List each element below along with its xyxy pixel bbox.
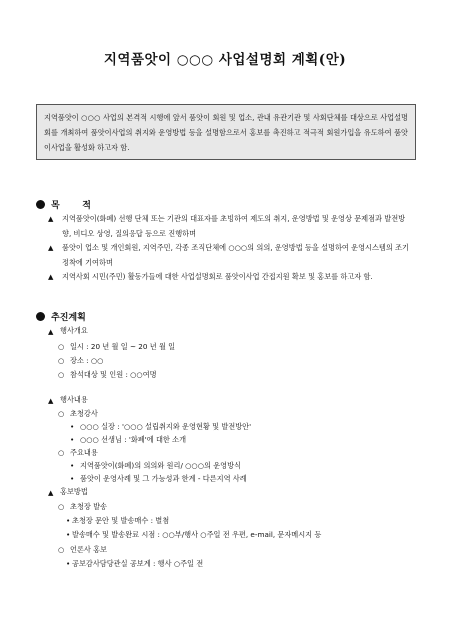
invitation-heading: 초청장 발송 [70,502,108,511]
content-item-1: 지역품앗이(화폐)의 의의와 원리/ ○○○의 운영방식 [80,461,241,470]
page-title: 지역품앗이 ○○○ 사업설명회 계획(안) [103,52,347,68]
circle-bullet-icon: ○ [58,502,65,511]
triangle-bullet-icon: ▲ [48,489,54,497]
circle-bullet-icon: ○ [58,545,65,554]
event-overview-heading: 행사개요 [60,326,88,335]
circle-bullet-icon: ○ [58,409,65,418]
event-place: 장소 : ○○ [70,356,104,365]
content-item-2: 품앗이 운영사례 및 그 가능성과 한계 - 다른지역 사례 [80,474,247,483]
triangle-bullet-icon: ▲ [48,273,54,281]
section-plan-heading: 추진계획 [36,310,86,323]
event-date: 일시 : 20 년 월 일 ~ 20 년 월 일 [70,342,176,351]
speakers-heading: 초청강사 [70,409,98,418]
speaker-2: ○○○ 선생님 : '화폐'에 대한 소개 [80,435,187,444]
dot-bullet-icon: • [66,559,71,568]
section-purpose-heading: 목 적 [36,198,93,211]
dot-bullet-icon: • [70,435,75,444]
invitation-item-2: 발송매수 및 발송완료 시점 : ○○부/행사 ○주일 전 우편, e-mail, 문자메시지 등 [72,530,322,539]
triangle-bullet-icon: ▲ [48,397,54,405]
circle-bullet-icon: ○ [58,448,65,457]
press-item-1: 공보감사담당관실 공보계 : 행사 ○주일 전 [72,559,204,568]
invitation-item-1: 초청장 문안 및 발송매수 : 별첨 [72,516,170,525]
event-content-heading: 행사내용 [60,395,88,404]
purpose-item-3: 지역사회 시민(주민) 활동가들에 대한 사업설명회로 품앗이사업 간접지원 확보 및 홍보를 하고자 함. [62,272,373,281]
purpose-item-2: 품앗이 업소 및 개인회원, 지역주민, 각종 조직단체에 ○○○의 의의, 운영방법 등을 설명하여 운영시스템의 조기정착에 기여하며 [62,243,409,267]
promotion-heading: 홍보방법 [60,487,88,496]
triangle-bullet-icon: ▲ [48,244,54,252]
circle-bullet-icon: ○ [58,356,65,365]
filled-circle-bullet-icon [36,312,45,321]
dot-bullet-icon: • [70,474,75,483]
circle-bullet-icon: ○ [58,370,65,379]
circle-bullet-icon: ○ [58,342,65,351]
purpose-item-1: 지역품앗이(화폐) 선행 단체 또는 기관의 대표자를 초빙하여 제도의 취지, 운영방법 및 운영상 문제점과 발전방향, 비디오 상영, 질의응답 등으로 진행하며 [62,214,406,238]
press-heading: 언론사 홍보 [70,545,108,554]
triangle-bullet-icon: ▲ [48,215,54,223]
dot-bullet-icon: • [70,461,75,470]
speaker-1: ○○○ 실장 : '○○○ 설립취지와 운영현황 및 발전방안' [80,422,252,431]
summary-box: 지역품앗이 ○○○ 사업의 본격적 시행에 앞서 품앗이 회원 및 업소, 관내 유관기관 및 사회단체를 대상으로 사업설명회를 개최하여 품앗이사업의 취지와 운영방법 등을 설명함으로서 홍보를 촉진하고 적극적 회원가입을 유도하여 품앗이사업을 활성화 하고자 함. [36,104,416,160]
main-content-heading: 주요내용 [70,448,98,457]
triangle-bullet-icon: ▲ [48,328,54,336]
filled-circle-bullet-icon [36,200,45,209]
dot-bullet-icon: • [66,516,71,525]
dot-bullet-icon: • [70,422,75,431]
event-attendees: 참석대상 및 인원 : ○○여명 [70,370,157,379]
dot-bullet-icon: • [66,530,71,539]
